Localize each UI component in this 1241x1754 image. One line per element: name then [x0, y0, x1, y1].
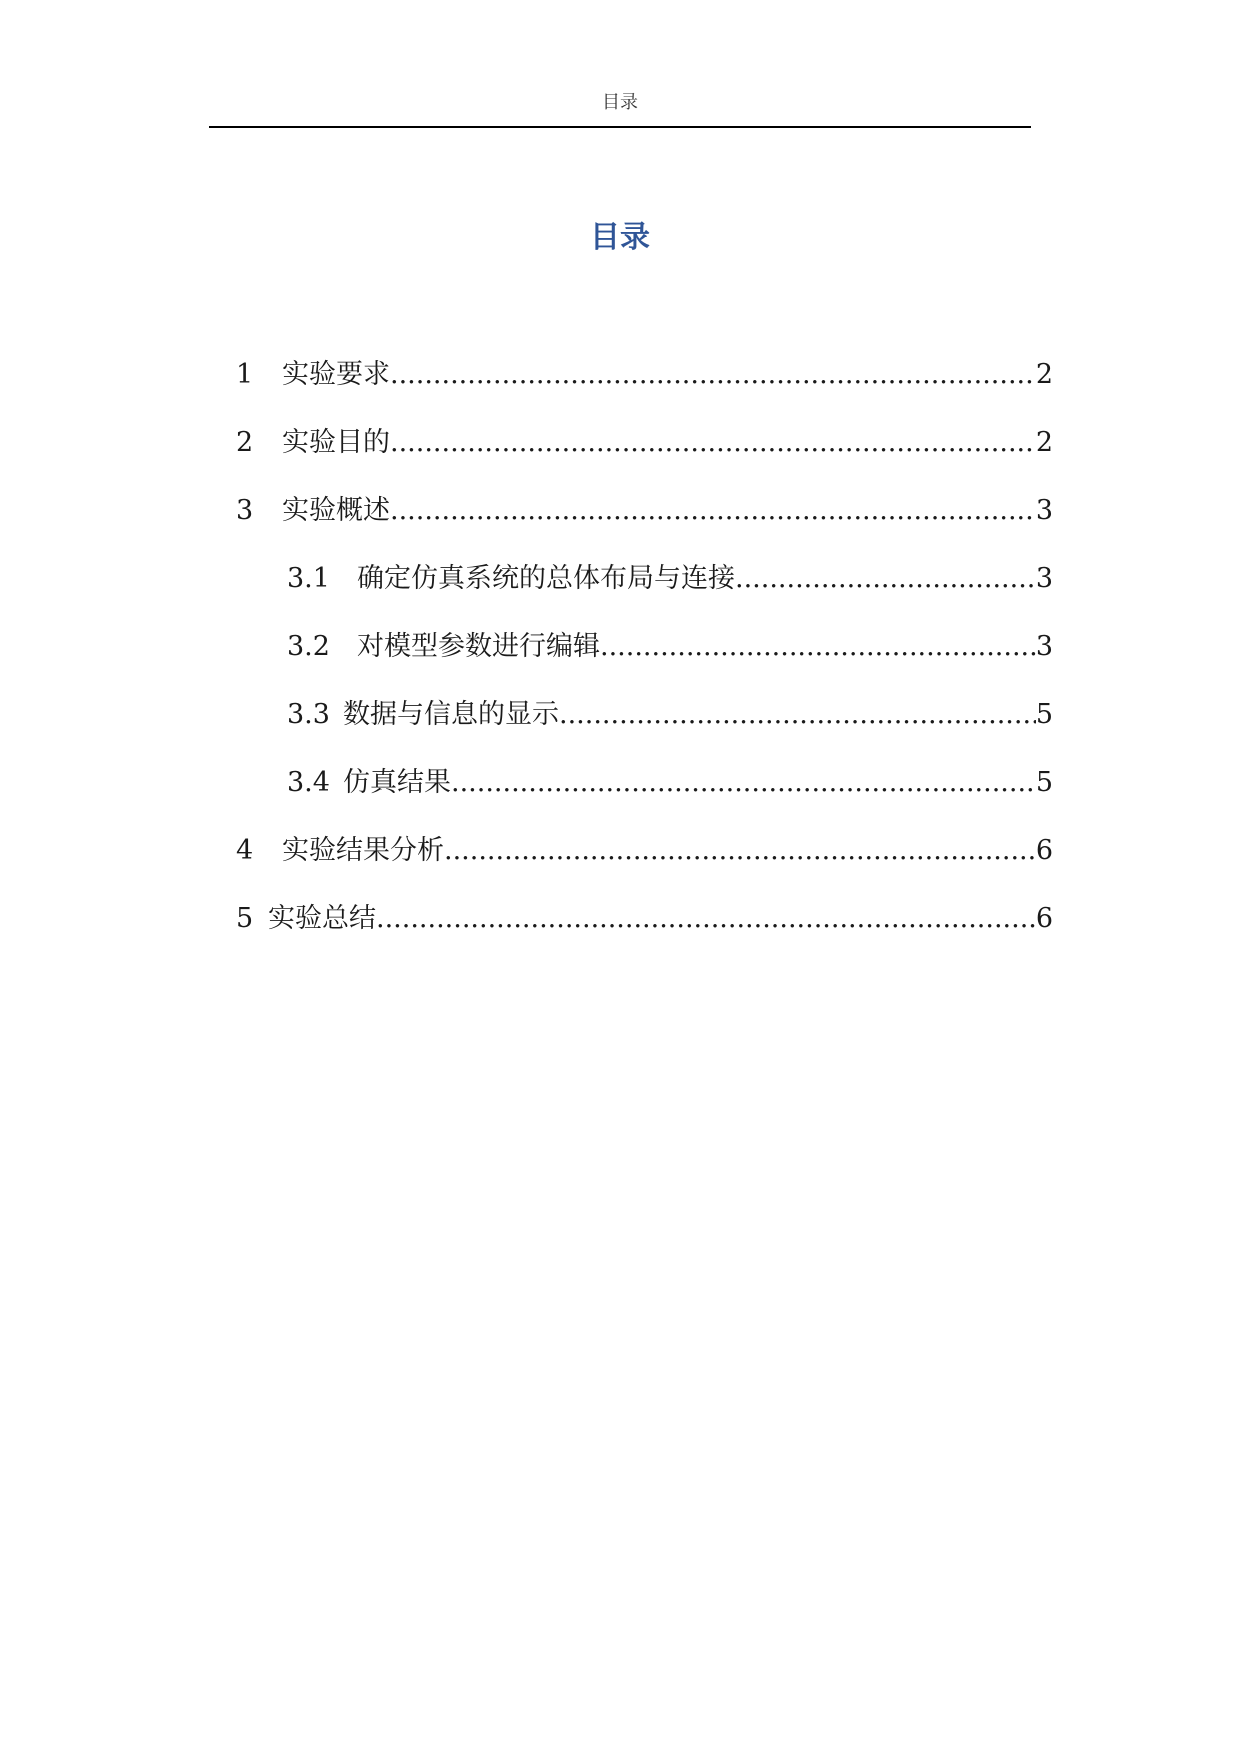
toc-entry-page: 5	[1035, 699, 1053, 730]
toc-entry-number: 1	[236, 359, 254, 390]
toc-entry-2[interactable]	[236, 420, 1053, 460]
page-header: 目录	[602, 92, 638, 113]
toc-entry-label: 实验总结	[268, 903, 376, 934]
toc-entry-3[interactable]	[236, 488, 1053, 528]
toc-entry-label: 实验概述	[282, 495, 390, 526]
toc-dot-leader	[390, 495, 1036, 526]
toc-dot-leader	[376, 903, 1036, 934]
toc-entry-number: 5	[236, 903, 254, 934]
toc-entry-number: 3	[236, 495, 254, 526]
toc-entry-page: 2	[1035, 359, 1053, 390]
toc-entry-label: 实验结果分析	[282, 835, 444, 866]
toc-title: 目录	[590, 220, 650, 255]
toc-entry-number: 2	[236, 427, 254, 458]
toc-entry-number: 3.1	[287, 563, 330, 594]
toc-dot-leader	[451, 767, 1036, 798]
toc-entry-page: 6	[1035, 903, 1053, 934]
toc-entry-number: 3.3	[287, 699, 330, 730]
toc-entry-3-4[interactable]	[287, 760, 1053, 800]
toc-entry-label: 确定仿真系统的总体布局与连接	[357, 563, 735, 594]
toc-entry-label: 仿真结果	[343, 767, 451, 798]
toc-entry-1[interactable]	[236, 352, 1053, 392]
toc-entry-page: 2	[1035, 427, 1053, 458]
toc-entry-label: 实验要求	[282, 359, 390, 390]
toc-entry-number: 3.4	[287, 767, 330, 798]
toc-dot-leader	[390, 427, 1036, 458]
toc-entry-label: 实验目的	[282, 427, 390, 458]
toc-entry-3-3[interactable]	[287, 692, 1053, 732]
toc-entry-page: 3	[1035, 563, 1053, 594]
toc-dot-leader	[735, 563, 1036, 594]
toc-entry-page: 3	[1035, 495, 1053, 526]
toc-entry-3-1[interactable]	[287, 556, 1053, 596]
toc-dot-leader	[600, 631, 1036, 662]
toc-dot-leader	[559, 699, 1036, 730]
toc-dot-leader	[444, 835, 1036, 866]
toc-entry-3-2[interactable]	[287, 624, 1053, 664]
toc-entry-page: 6	[1035, 835, 1053, 866]
toc-entry-4[interactable]	[236, 828, 1053, 868]
toc-entry-label: 数据与信息的显示	[343, 699, 559, 730]
toc-entry-page: 5	[1035, 767, 1053, 798]
toc-entry-page: 3	[1035, 631, 1053, 662]
toc-entry-5[interactable]	[236, 896, 1053, 936]
toc-entry-number: 3.2	[287, 631, 330, 662]
toc-entry-number: 4	[236, 835, 254, 866]
toc-dot-leader	[390, 359, 1036, 390]
toc-entry-label: 对模型参数进行编辑	[357, 631, 600, 662]
